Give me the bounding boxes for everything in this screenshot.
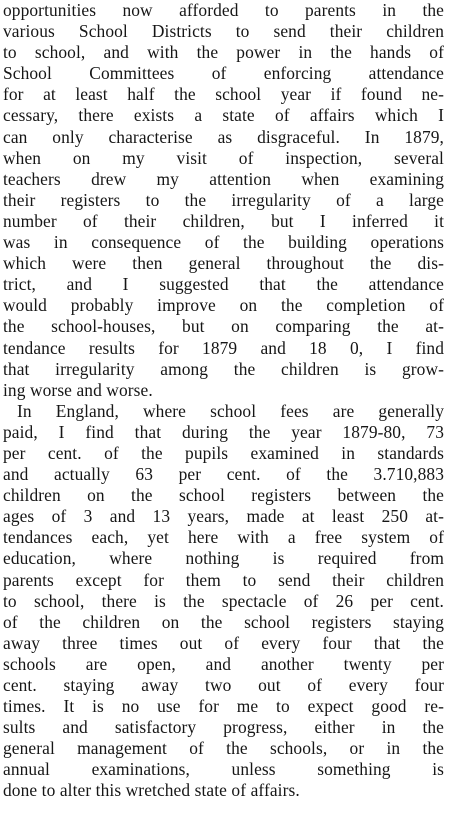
text-line: to school, and with the power in the hands of (3, 42, 444, 63)
text-line: tendances each, yet here with a free system of (3, 527, 444, 548)
text-line: education, where nothing is required from (3, 548, 444, 569)
text-line: number of their children, but I inferred it (3, 210, 444, 231)
text-line: tendance results for 1879 and 18 0, I find (3, 337, 444, 358)
text-line: cessary, there exists a state of affairs which I (3, 105, 444, 126)
text-line: to school, there is the spectacle of 26 per cent. (3, 590, 444, 611)
text-line: done to alter this wretched state of affairs. (3, 780, 300, 801)
text-line: School Committees of enforcing attendance (3, 63, 444, 84)
body-text (3, 0, 444, 802)
text-line: various School Districts to send their children (3, 21, 444, 42)
text-line: and actually 63 per cent. of the 3.710,883 (3, 464, 444, 485)
text-line: their registers to the irregularity of a large (3, 189, 444, 210)
text-line: teachers drew my attention when examining (3, 168, 444, 189)
text-line: when on my visit of inspection, several (3, 147, 444, 168)
text-line: trict, and I suggested that the attendance (3, 274, 444, 295)
text-line: of the children on the school registers staying (3, 611, 444, 632)
text-line: children on the school registers between the (3, 485, 444, 506)
text-line: ages of 3 and 13 years, made at least 250 at- (3, 506, 444, 527)
paragraph (3, 0, 444, 401)
text-line: that irregularity among the children is grow- (3, 358, 444, 379)
text-line: would probably improve on the completion of (3, 295, 444, 316)
text-line: general management of the schools, or in the (3, 738, 444, 759)
text-line: ing worse and worse. (3, 379, 153, 400)
text-line: the school-houses, but on comparing the at- (3, 316, 444, 337)
text-line: parents except for them to send their children (3, 569, 444, 590)
text-line: can only characterise as disgraceful. In 1879, (3, 126, 444, 147)
text-line: for at least half the school year if found ne- (3, 84, 444, 105)
text-line: cent. staying away two out of every four (3, 675, 444, 695)
text-line: times. It is no use for me to expect good re- (3, 696, 444, 717)
text-line: paid, I find that during the year 1879-80, 73 (3, 421, 444, 442)
text-line: sults and satisfactory progress, either in the (3, 717, 444, 738)
text-line: opportunities now afforded to parents in the (3, 0, 444, 20)
text-line: annual examinations, unless something is (3, 759, 444, 780)
text-line: was in consequence of the building operations (3, 232, 444, 253)
text-line: schools are open, and another twenty per (3, 653, 444, 674)
text-line: which were then general throughout the dis- (3, 253, 444, 274)
text-line: In England, where school fees are generally (17, 400, 444, 421)
text-line: per cent. of the pupils examined in standards (3, 442, 444, 463)
paragraph (3, 401, 444, 802)
text-line: away three times out of every four that the (3, 632, 444, 653)
